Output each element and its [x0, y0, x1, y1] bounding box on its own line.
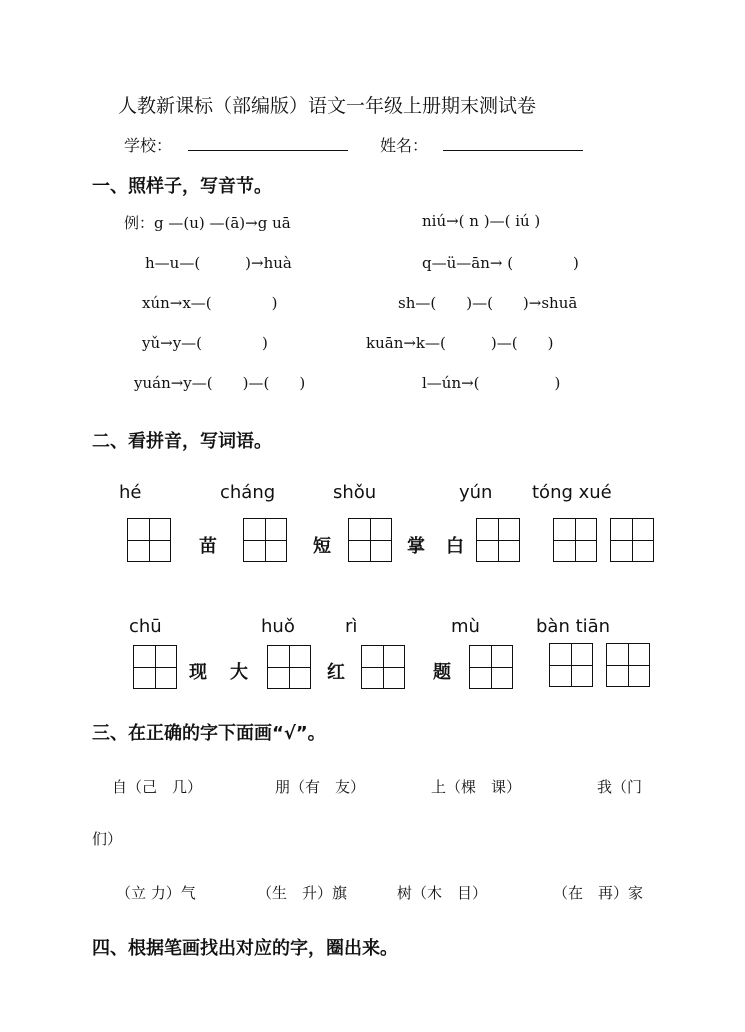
pinyin-bantian: bàn tiān	[536, 616, 611, 637]
section2-heading: 二、看拼音，写词语。	[92, 431, 272, 452]
pinyin-chu: chū	[129, 616, 162, 637]
char-ti: 题	[433, 662, 451, 683]
s1-q3-left: yǔ→y—( )	[142, 334, 268, 352]
writing-grid[interactable]	[243, 518, 287, 562]
s3-item: （在 再）家	[553, 884, 644, 902]
s3-item: 上（棵 课）	[431, 778, 522, 796]
pinyin-he: hé	[119, 482, 142, 503]
section4-heading: 四、根据笔画找出对应的字，圈出来。	[92, 938, 398, 959]
char-bai: 白	[446, 536, 464, 557]
char-hong: 红	[327, 662, 345, 683]
pinyin-huo: huǒ	[261, 616, 295, 637]
pinyin-mu: mù	[451, 616, 480, 637]
pinyin-shou: shǒu	[333, 482, 377, 503]
school-blank[interactable]	[188, 150, 348, 151]
pinyin-ri: rì	[345, 616, 358, 637]
writing-grid[interactable]	[553, 518, 597, 562]
s1-q4-right: l—ún→( )	[422, 374, 561, 392]
char-zhang: 掌	[407, 536, 425, 557]
s3-item: 自（己 几）	[112, 778, 203, 796]
name-blank[interactable]	[443, 150, 583, 151]
section3-heading: 三、在正确的字下面画“√”。	[92, 723, 326, 744]
writing-grid[interactable]	[469, 645, 513, 689]
s1-q1-left: h—u—( )→huà	[145, 254, 292, 272]
s1-example-left: 例：g —(u) —(ā)→g uā	[124, 214, 291, 232]
char-da: 大	[230, 662, 248, 683]
char-miao: 苗	[199, 536, 217, 557]
school-label: 学校：	[124, 136, 173, 155]
name-label: 姓名：	[380, 136, 429, 155]
s3-item: （立 力）气	[116, 884, 196, 902]
pinyin-tongxue: tóng xué	[532, 482, 612, 503]
s1-q2-left: xún→x—( )	[142, 294, 278, 312]
s1-q2-right: sh—( )—( )→shuā	[398, 294, 578, 312]
char-duan: 短	[313, 536, 331, 557]
section1-heading: 一、照样子，写音节。	[92, 176, 272, 197]
s1-q4-left: yuán→y—( )—( )	[134, 374, 306, 392]
writing-grid[interactable]	[610, 518, 654, 562]
s1-q3-right: kuān→k—( )—( )	[366, 334, 554, 352]
writing-grid[interactable]	[133, 645, 177, 689]
s3-item: 树（木 目）	[397, 884, 488, 902]
s3-item: （生 升）旗	[257, 884, 348, 902]
s1-q1-right: q—ü—ān→ ( )	[422, 254, 579, 272]
writing-grid[interactable]	[606, 643, 650, 687]
s3-item-wrap: 们）	[92, 830, 123, 848]
writing-grid[interactable]	[127, 518, 171, 562]
writing-grid[interactable]	[476, 518, 520, 562]
page-title: 人教新课标（部编版）语文一年级上册期末测试卷	[118, 95, 537, 117]
writing-grid[interactable]	[361, 645, 405, 689]
writing-grid[interactable]	[348, 518, 392, 562]
pinyin-yun: yún	[459, 482, 493, 503]
writing-grid[interactable]	[549, 643, 593, 687]
char-xian: 现	[189, 662, 207, 683]
s1-example-right: niú→( n )—( iú )	[422, 212, 541, 230]
writing-grid[interactable]	[267, 645, 311, 689]
s3-item: 我（门	[597, 778, 643, 796]
s3-item: 朋（有 友）	[275, 778, 366, 796]
pinyin-chang: cháng	[220, 482, 276, 503]
